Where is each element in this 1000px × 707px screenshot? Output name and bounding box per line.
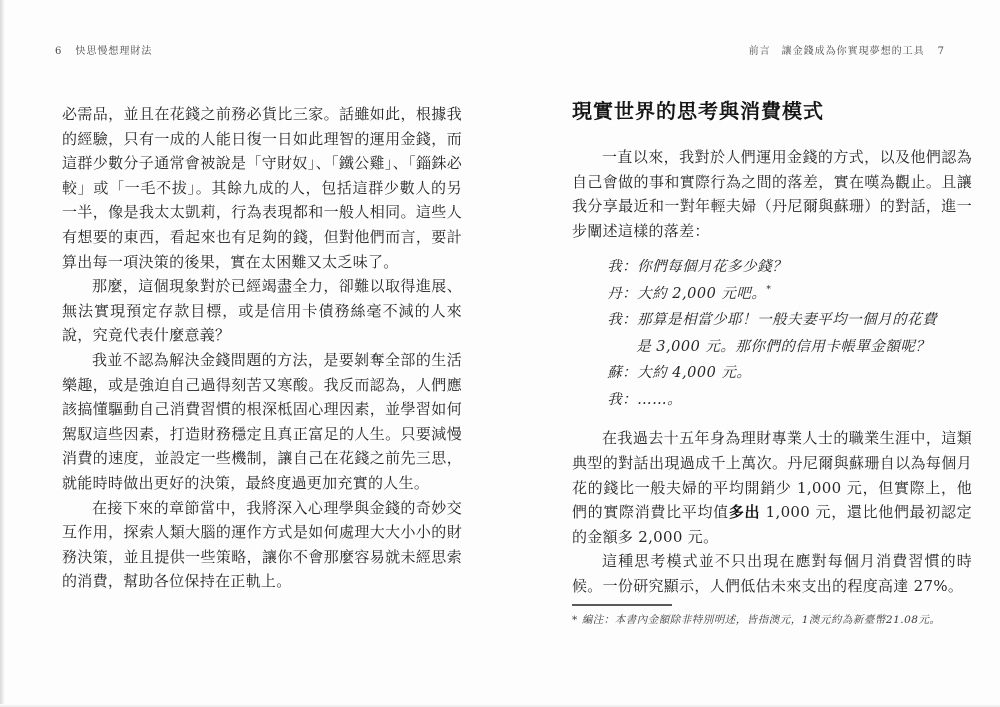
- dialogue-line: 我：那算是相當少耶！一般夫妻平均一個月的花費: [607, 312, 938, 329]
- dialogue-line: 我：你們每個月花多少錢？: [607, 259, 788, 276]
- right-running-head: [749, 46, 945, 58]
- footnote-divider: [572, 604, 672, 606]
- footnote-reference-asterisk: *: [766, 285, 772, 296]
- paragraph: 這種思考模式並不只出現在應對每個月消費習慣的時候。一份研究顯示，人們低估未來支出的程度高達 27%。: [572, 552, 972, 595]
- paragraph: 那麼，這個現象對於已經竭盡全力，卻難以取得進展、無法實現預定存款目標，或是信用卡債務絲毫不減的人來說，究竟代表什麼意義？: [62, 277, 462, 345]
- paragraph: 一直以來，我對於人們運用金錢的方式，以及他們認為自己會做的事和實際行為之間的落差，實在嘆為觀止。且讓我分享最近和一對年輕夫婦（丹尼爾與蘇珊）的對話，進一步闡述這樣的落差：: [572, 148, 972, 240]
- left-page-number: 6: [55, 46, 63, 57]
- dialogue-line: 我：……。: [607, 391, 683, 408]
- paragraph: [572, 426, 972, 549]
- section-heading: 現實世界的思考與消費模式: [572, 99, 824, 123]
- dialogue-block: [607, 254, 972, 413]
- dialogue-line: 蘇：大約 4,000 元。: [607, 365, 752, 382]
- paragraph-text: 1,000 元，還比他們最初認定的金額多 2,000 元。: [572, 503, 972, 546]
- left-running-head: [55, 46, 152, 58]
- paragraph: 必需品，並且在花錢之前務必貨比三家。話雖如此，根據我的經驗，只有一成的人能日復一日如此理智的運用金錢，而這群少數分子通常會被說是「守財奴」、「鐵公雞」、「錙銖必較」或「一毛不拔」。其餘九成的人，包括這群少數人的另一半，像是我太太凱莉，行為表現都和一般人相同。這些人有想要的東西，看起來也有足夠的錢，但對他們而言，要計算出每一項決策的後果，實在太困難又太乏味了。: [62, 105, 462, 271]
- left-page-body: [62, 102, 462, 594]
- footnote: [572, 604, 972, 628]
- dialogue-text: 丹：大約 2,000 元吧。: [607, 285, 767, 302]
- right-page-body: [572, 98, 972, 599]
- left-book-title: 快思慢想理財法: [75, 46, 153, 57]
- emphasis-text: 多出: [728, 503, 761, 522]
- paragraph-text: 在我過去十五年身為理財專業人士的職業生涯中，這類典型的對話出現過成千上萬次。丹尼爾與蘇珊自以為每個月花的錢比一般夫婦的平均開銷少 1,000 元，但實際上，他們的實際消費比平均值: [572, 429, 972, 522]
- right-page-number: 7: [937, 46, 945, 57]
- page-edge-shadow-left: [0, 0, 5, 707]
- footnote-text: [572, 613, 972, 628]
- dialogue-line: [607, 281, 972, 308]
- dialogue-line-continuation: 是 3,000 元。那你們的信用卡帳單金額呢？: [636, 338, 931, 355]
- paragraph: 在接下來的章節當中，我將深入心理學與金錢的奇妙交互作用，探索人類大腦的運作方式是如何處理大大小小的財務決策，並且提供一些策略，讓你不會那麼容易就未經思索的消費，幫助各位保持在正軌上。: [62, 498, 462, 591]
- footnote-marker: *: [572, 614, 578, 626]
- right-chapter-title: 前言 讓金錢成為你實現夢想的工具: [748, 46, 925, 57]
- footnote-body: 編注：本書內金額除非特別明述，皆指澳元，1澳元約為新臺幣21.08元。: [581, 614, 941, 626]
- paragraph: 我並不認為解決金錢問題的方法，是要剝奪全部的生活樂趣，或是強迫自己過得刻苦又寒酸。我反而認為，人們應該搞懂驅動自己消費習慣的根深柢固心理因素，並學習如何駕馭這些因素，打造財務穩定且真正富足的人生。只要減慢消費的速度，並設定一些機制，讓自己在花錢之前先三思，就能時時做出更好的決策，最終度過更加充實的人生。: [62, 350, 462, 492]
